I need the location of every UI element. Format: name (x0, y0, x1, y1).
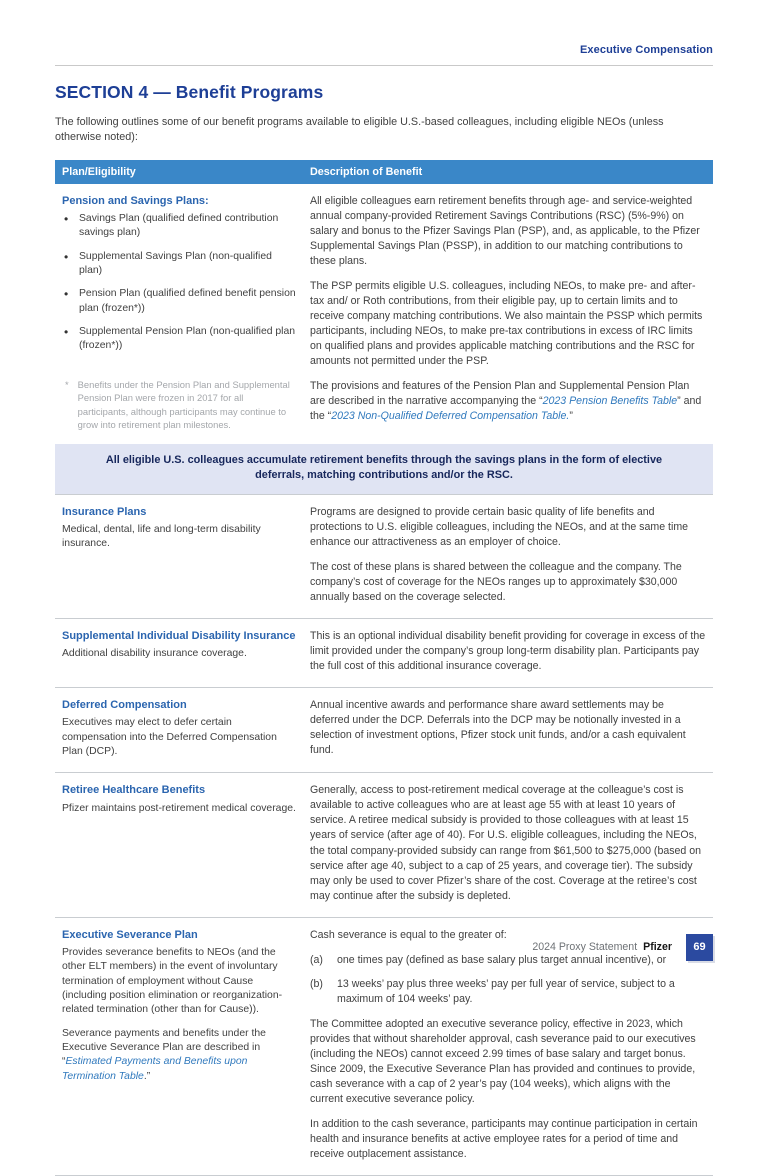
deferred-plan-cell (62, 698, 300, 759)
link-2023-pension-benefits-table[interactable]: 2023 Pension Benefits Table (542, 395, 678, 408)
intro-text: The following outlines some of our benefit programs available to eligible U.S.-based colleagues, including eligible NEOs (unless otherwise noted): (55, 116, 664, 144)
pension-description-cell (310, 194, 706, 432)
disability-row-heading: Supplemental Individual Disability Insurance (62, 629, 296, 642)
insurance-plan-cell (62, 505, 300, 605)
severance-paragraph-3: In addition to the cash severance, participants may continue participation in certain health and insurance benefits at active employee rates for a period of time and receive outplacement assistance. (310, 1117, 698, 1161)
page-number-badge: 69 (686, 934, 713, 961)
disability-description-cell (310, 629, 706, 674)
paragraph-text: Severance payments and benefits under the Executive Severance Plan are described in “ (62, 1027, 266, 1068)
bullet-text: Pension Plan (qualified defined benefit pension plan (frozen*)) (79, 288, 296, 314)
deferred-description-cell (310, 698, 706, 759)
severance-paragraph-1: Cash severance is equal to the greater of: (310, 928, 507, 941)
retiree-plan-cell (62, 783, 300, 903)
disability-paragraph-1: This is an optional individual disability benefit providing for coverage in excess of the limit provided under the company’s group long-term disability plan. Participants pay the full cost of this additional insurance coverage. (310, 629, 706, 672)
table-header-row (55, 160, 713, 184)
bullet-text: Supplemental Savings Plan (non-qualified plan) (79, 250, 272, 277)
severance-paragraph-2: The Committee adopted an executive severance policy, effective in 2023, which provides that without shareholder approval, cash severance paid to our executives (including the NEOs) cannot exceed 2.99 times of base salary and target bonus. Since 2009, the Executive Severance Plan has provided and continues to provide, cash severance with a cap of 2 year’s pay (104 weeks), which aligns with the current executive severance policy. (310, 1017, 696, 1105)
option-text: one times pay (defined as base salary plus target annual incentive), or (337, 953, 667, 966)
section-title: SECTION 4 — Benefit Programs (55, 82, 324, 102)
bullet-item (62, 250, 296, 279)
paragraph-text: ” (569, 410, 573, 423)
retiree-row-heading: Retiree Healthcare Benefits (62, 784, 206, 797)
bullet-item (62, 287, 296, 316)
insurance-row-heading: Insurance Plans (62, 505, 147, 518)
savings-banner: All eligible U.S. colleagues accumulate retirement benefits through the savings plans in the form of elective deferrals, matching contributions and/or the RSC. (55, 444, 713, 494)
pension-footnote (62, 378, 296, 431)
disability-plan-cell (62, 629, 300, 674)
column-header-description: Description of Benefit (310, 165, 423, 178)
column-header-plan-eligibility: Plan/Eligibility (62, 165, 136, 178)
severance-subtext-2 (62, 1027, 296, 1084)
option-marker: (a) (310, 953, 323, 966)
severance-subtext-1: Provides severance benefits to NEOs (and the other ELT members) in the event of involuntary termination of employment without Cause (including position elimination or reorganization-related termination (other than for Cause)). (62, 946, 283, 1016)
retiree-paragraph-1: Generally, access to post-retirement medical coverage at the colleague’s cost is available to active colleagues who are at least age 55 with at least 10 years of service. A retiree medical subsidy is provided to those colleagues with at least 15 years of service (after age of 40). For U.S. eligible colleagues, including the NEOs, the total company-provided subsidy can range from $61,500 to $275,000 (based on service after age 40, subject to a cap of 25 years, and coverage tier). The subsidy may only be used to cover Pfizer’s share of the cost. Coverage at the retiree’s cost may continue after the subsidy is depleted. (310, 784, 702, 902)
row-insurance-plans (55, 494, 713, 618)
footer-brand: Pfizer (643, 941, 672, 953)
row-supplemental-disability (55, 618, 713, 687)
option-text: 13 weeks’ pay plus three weeks’ pay per full year of service, subject to a maximum of 104 weeks’ pay. (337, 977, 675, 1005)
bullet-text: Savings Plan (qualified defined contribution savings plan) (79, 212, 279, 239)
row-pension-savings-plans (55, 184, 713, 445)
insurance-description-cell (310, 505, 706, 605)
severance-description-cell (310, 928, 706, 1162)
running-header-label: Executive Compensation (579, 44, 713, 56)
pension-paragraph-1: All eligible colleagues earn retirement benefits through age- and service-weighted annual company-provided Retirement Savings Contributions (RSC) (5%-9%) on salary and bonus to the Pfizer Savings Plan (PSP), and, as applicable, to the Pfizer Supplemental Savings Plan (PSSP), in addition to our matching contributions to these plans. (310, 194, 700, 267)
paragraph-text: The provisions and features of the Pension Plan and Supplemental Pension Plan are described in the narrative accompanying the “ (310, 380, 690, 408)
footer-statement: 2024 Proxy Statement (532, 941, 638, 953)
retiree-subtext: Pfizer maintains post-retirement medical coverage. (62, 802, 296, 814)
bullet-text: Supplemental Pension Plan (non-qualified plan (frozen*)) (79, 326, 296, 352)
insurance-paragraph-1: Programs are designed to provide certain basic quality of life benefits and protections to U.S. eligible colleagues, including the NEOs, and at the same time enhance our attractiveness as an employer of choice. (310, 505, 689, 548)
paragraph-text: .” (143, 1070, 151, 1082)
row-retiree-healthcare (55, 772, 713, 916)
pension-paragraph-3 (310, 379, 706, 424)
pension-row-heading: Pension and Savings Plans: (62, 194, 209, 207)
deferred-row-heading: Deferred Compensation (62, 699, 187, 712)
severance-plan-cell (62, 928, 300, 1162)
pension-bullet-list (62, 212, 296, 354)
footnote-marker: * (65, 378, 69, 390)
severance-row-heading: Executive Severance Plan (62, 928, 198, 941)
bullet-item (62, 325, 296, 354)
deferred-subtext: Executives may elect to defer certain compensation into the Deferred Compensation Plan (DCP). (62, 717, 277, 758)
deferred-paragraph-1: Annual incentive awards and performance share award settlements may be deferred under the DCP. Deferrals into the DCP may be notionally invested in a selection of investment options, Pfizer stock unit funds, and/or a cash equivalent fund. (310, 699, 686, 757)
page-footer (55, 933, 713, 961)
option-marker: (b) (310, 977, 323, 990)
pension-plan-cell (62, 194, 300, 432)
running-header (55, 0, 713, 58)
pension-paragraph-2: The PSP permits eligible U.S. colleagues, including NEOs, to make pre- and after-tax and/ or Roth contributions, from their eligible pay, up to certain limits and to receive company matching contributions. We also maintain the PSSP which permits participants, including NEOs, to make pre-tax contributions in excess of IRC limits on qualified plans and provides applicable matching contributions and the RSC for amounts not permitted under the PSP. (310, 279, 703, 367)
link-estimated-payments-benefits-termination-table[interactable]: Estimated Payments and Benefits upon Termination Table (62, 1056, 248, 1082)
disability-subtext: Additional disability insurance coverage. (62, 648, 247, 660)
retiree-description-cell (310, 783, 706, 903)
severance-option-b (310, 977, 706, 1007)
insurance-subtext: Medical, dental, life and long-term disability insurance. (62, 524, 261, 550)
row-deferred-compensation (55, 687, 713, 772)
benefits-table (55, 160, 713, 1176)
insurance-paragraph-2: The cost of these plans is shared between the colleague and the company. The company’s cost of coverage for the NEOs ranges up to approximately $30,000 annually based on the coverage selected. (310, 560, 682, 603)
link-2023-non-qualified-deferred-compensation-table[interactable]: 2023 Non-Qualified Deferred Compensation Table. (331, 410, 570, 423)
bullet-item (62, 212, 296, 241)
paragraph-text: ” and the “ (310, 395, 702, 423)
header-rule (55, 65, 713, 66)
footnote-text: Benefits under the Pension Plan and Supplemental Pension Plan were frozen in 2017 for all participants, although participants may continue to grow into retirement plan milestones. (77, 378, 290, 430)
